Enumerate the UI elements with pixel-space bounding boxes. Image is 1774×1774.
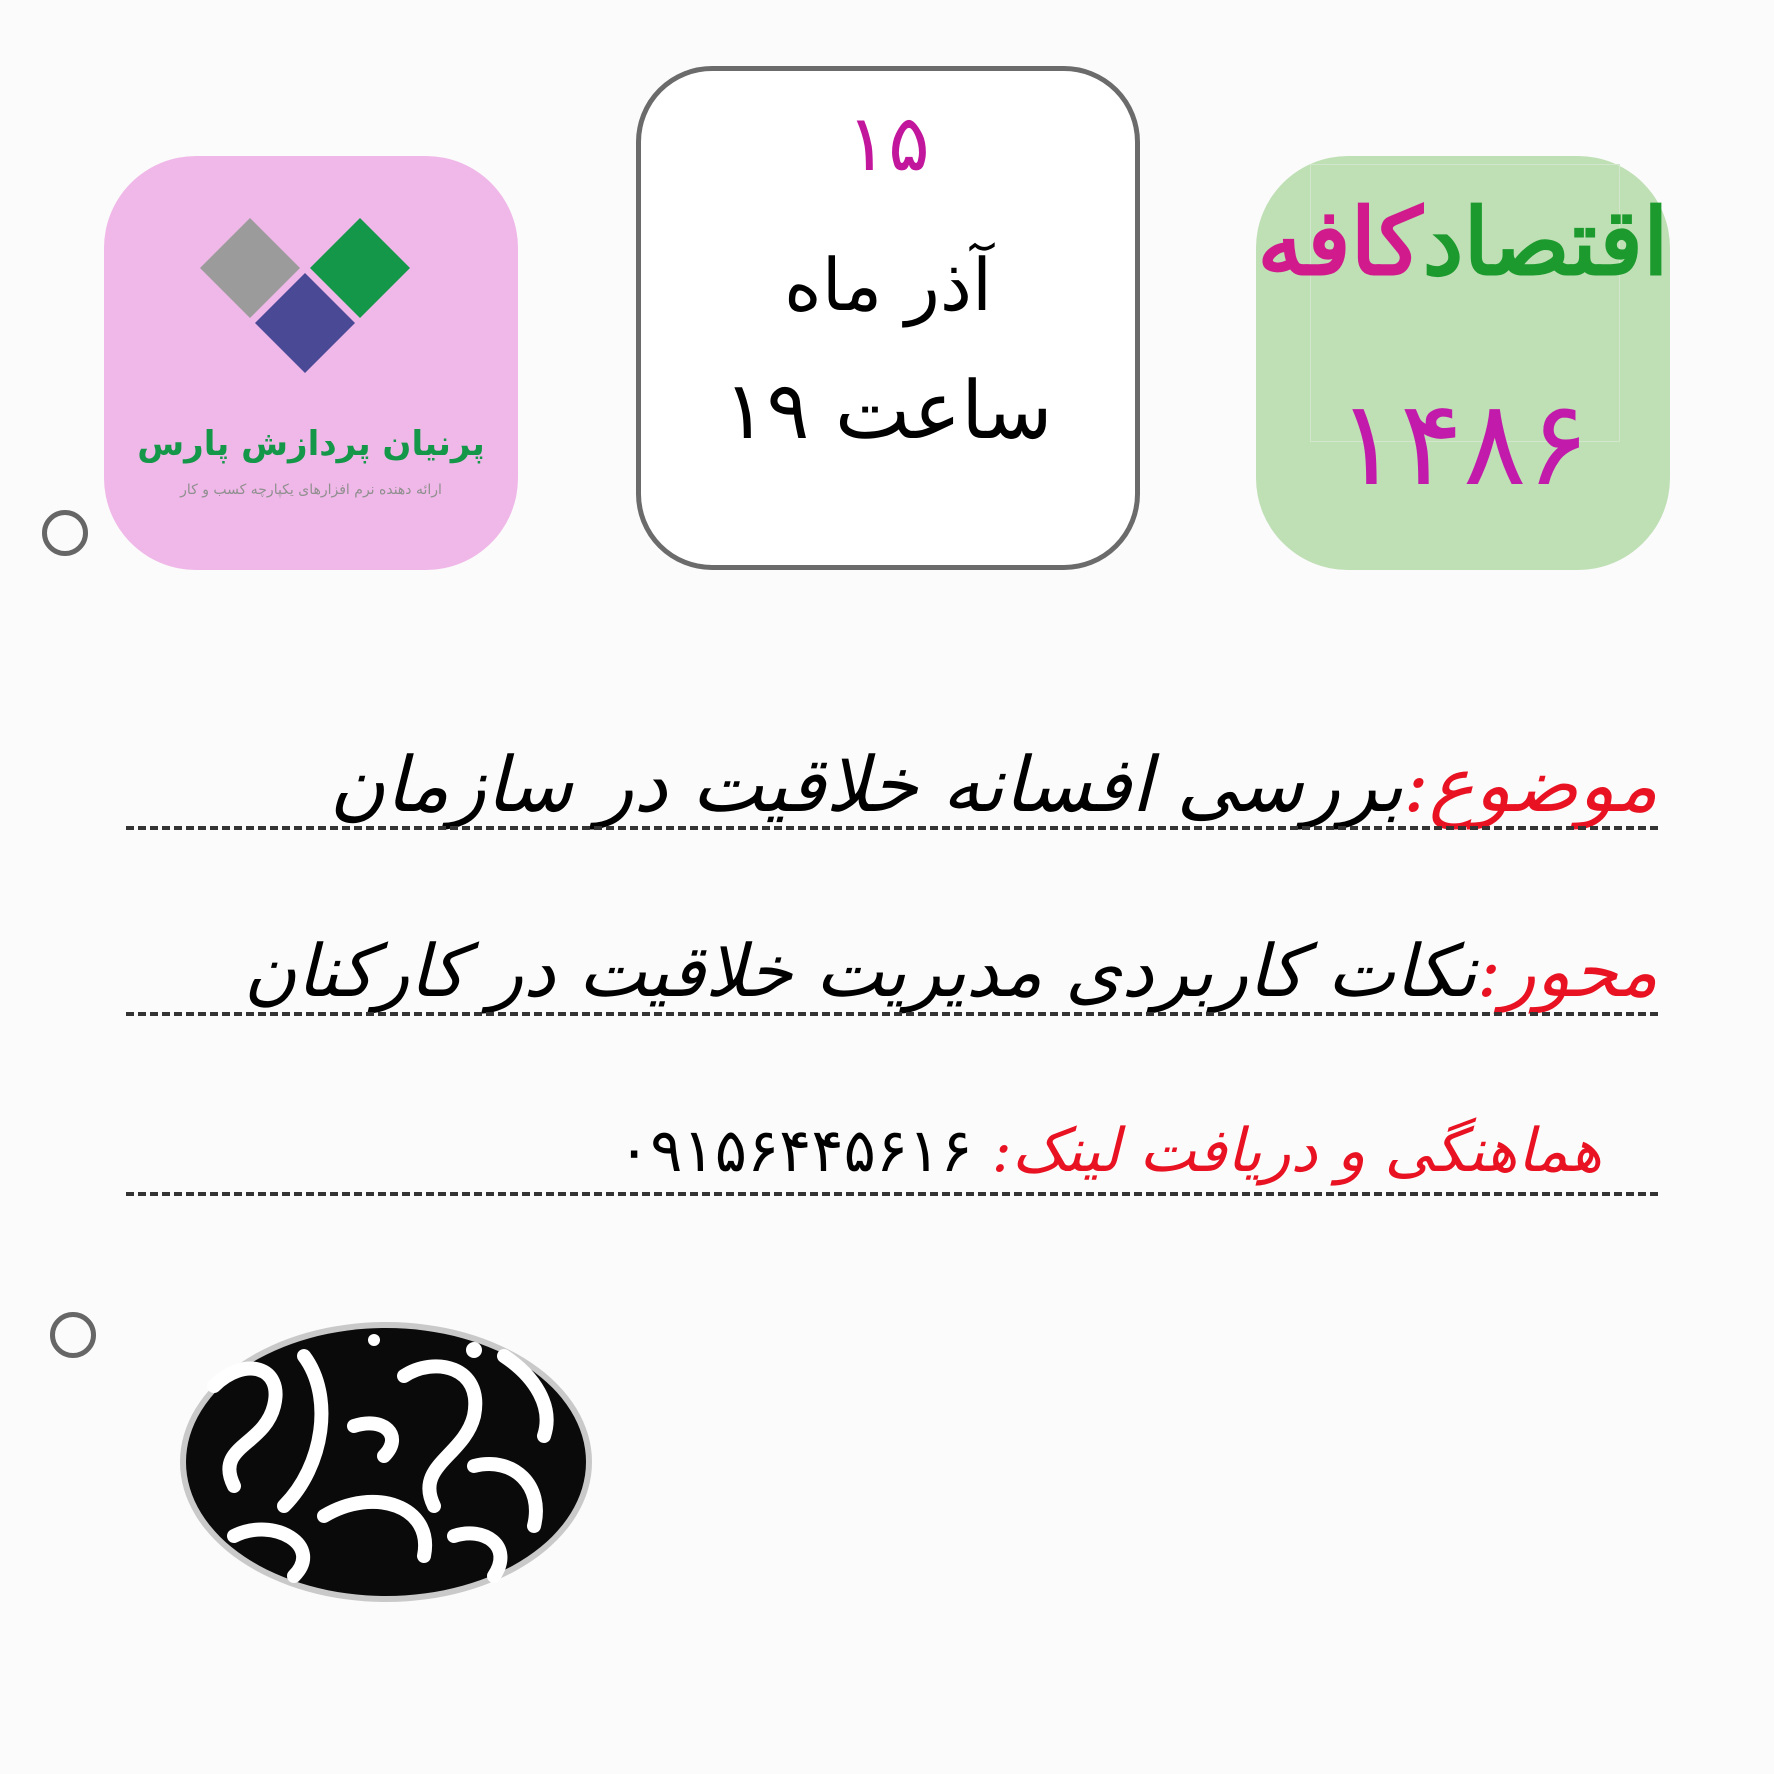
brand-wordmark [1256, 188, 1670, 296]
diamond-logo-icon [200, 208, 420, 388]
axis-text: نکات کاربردی مدیریت خلاقیت در کارکنان [243, 929, 1477, 1013]
brand-card [1256, 156, 1670, 570]
event-month: آذر ماه [784, 243, 992, 327]
brand-number: ۱۴۸۶ [1336, 374, 1590, 512]
axis-label: محور: [1476, 929, 1658, 1013]
contact-phone[interactable]: ۰۹۱۵۶۴۴۵۶۱۶ [618, 1116, 973, 1186]
signature-seal [174, 1316, 598, 1608]
company-tagline: ارائه دهنده نرم افزارهای یکپارچه کسب و کار [180, 482, 442, 498]
contact-label: هماهنگی و دریافت لینک: [991, 1116, 1602, 1186]
event-day: ۱۵ [846, 99, 930, 189]
hole-circle-icon [50, 1312, 96, 1358]
topic-text: بررسی افسانه خلاقیت در سازمان [329, 740, 1404, 829]
brand-word-cafe: کافه [1257, 188, 1423, 296]
axis-line [126, 926, 1658, 1016]
hole-circle-icon [42, 510, 88, 556]
date-card [636, 66, 1140, 570]
event-time: ساعت ۱۹ [723, 364, 1053, 457]
topic-line [126, 740, 1658, 830]
company-name: پرنیان پردازش پارس [137, 424, 485, 464]
contact-line [126, 1106, 1658, 1196]
company-logo-card [104, 156, 518, 570]
brand-word-eghtesad: اقتصاد [1422, 188, 1669, 296]
topic-label: موضوع: [1403, 740, 1658, 829]
